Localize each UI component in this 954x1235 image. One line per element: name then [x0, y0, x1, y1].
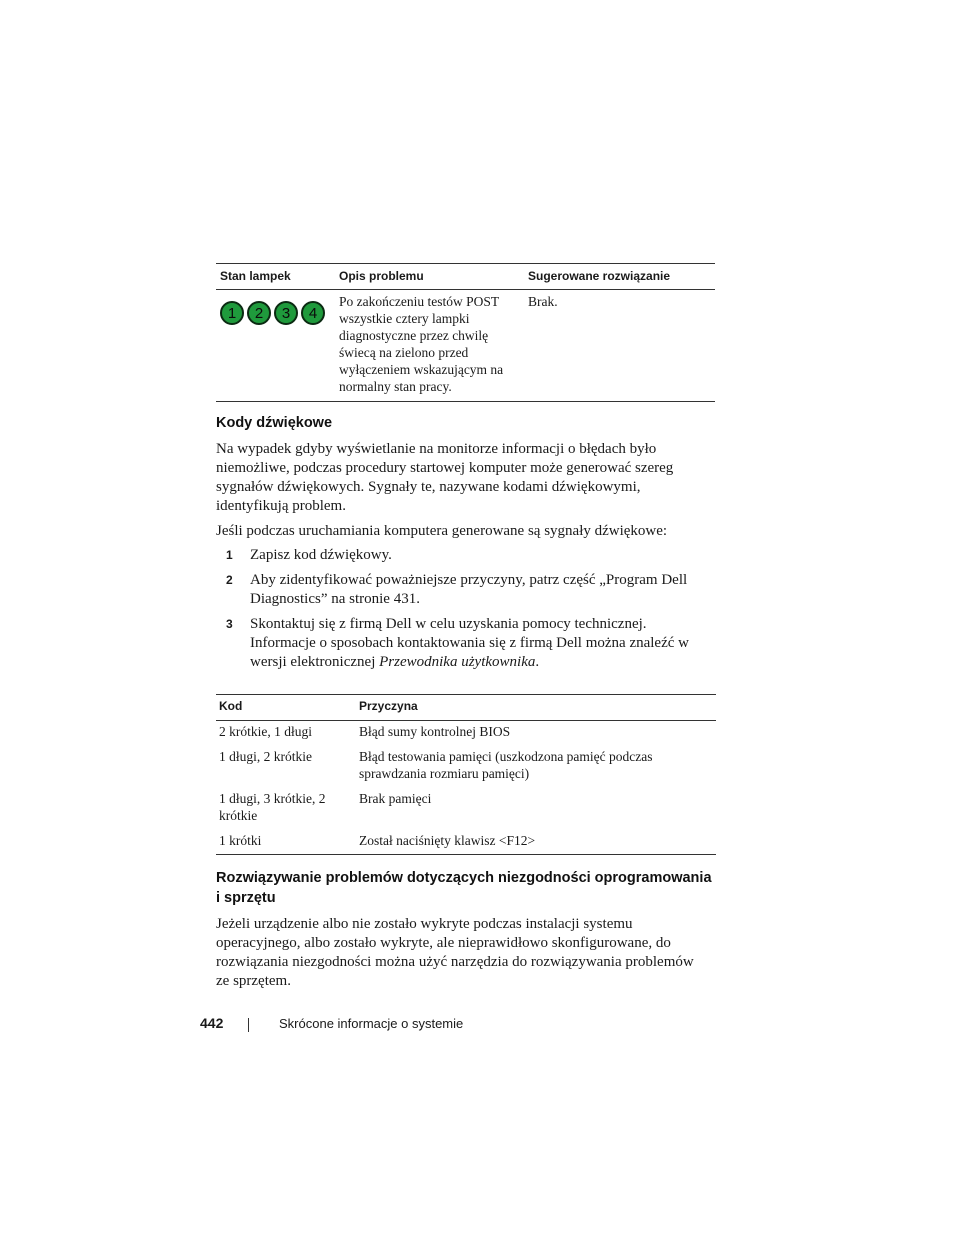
cause-cell: Brak pamięci [359, 791, 432, 806]
table-row [216, 830, 716, 855]
user-guide-title: Przewodnika użytkownika [379, 654, 536, 670]
table-row [216, 788, 716, 830]
table-row [216, 721, 716, 747]
diagnostic-light-2-icon: 2 [247, 301, 271, 325]
step-text-main: Skontaktuj się z firmą Dell w celu uzyskania pomocy technicznej. Informacje o sposobach kontaktowania się z firmą Dell można znaleźć w wersji elektronicznej [250, 616, 689, 670]
table-header-row [216, 264, 715, 290]
step-text: Aby zidentyfikować poważniejsze przyczyny, patrz część „Program Dell Diagnostics” na stronie 431. [250, 572, 688, 607]
diagnostic-lights [220, 293, 331, 325]
cause-cell: Błąd testowania pamięci (uszkodzona pamięć podczas sprawdzania rozmiaru pamięci) [359, 749, 653, 781]
beep-codes-intro: Na wypadek gdyby wyświetlanie na monitorze informacji o błędach było niemożliwe, podczas procedury startowej komputer może generować szereg sygnałów dźwiękowych. Sygnały te, nazywane kodami dźwiękowymi, identyfikują problem. [216, 441, 674, 514]
step-item-2 [216, 571, 696, 609]
step-number: 2 [226, 573, 233, 587]
column-header-light-state: Stan lampek [216, 264, 335, 290]
suggested-solution-cell: Brak. [524, 290, 715, 402]
compatibility-body: Jeżeli urządzenie albo nie zostało wykryte podczas instalacji systemu operacyjnego, albo zostało wykryte, ale nieprawidłowo skonfigurowane, do rozwiązania niezgodności można użyć narzędzia do rozwiązywania problemów ze sprzętem. [216, 916, 694, 989]
code-cell: 1 długi, 3 krótkie, 2 krótkie [219, 791, 326, 823]
section-heading-compatibility: Rozwiązywanie problemów dotyczących niezgodności oprogramowania i sprzętu [216, 870, 712, 906]
step-item-3 [216, 615, 696, 672]
diagnostic-light-1-icon: 1 [220, 301, 244, 325]
diagnostic-light-4-icon: 4 [301, 301, 325, 325]
step-number: 1 [226, 548, 233, 562]
column-header-suggested-solution: Sugerowane rozwiązanie [524, 264, 715, 290]
section-heading-beep-codes: Kody dźwiękowe [216, 415, 333, 431]
step-item-1 [216, 546, 696, 565]
page-number: 442 [200, 1015, 224, 1031]
table-header-row [216, 695, 716, 721]
step-text: Zapisz kod dźwiękowy. [250, 547, 392, 563]
footer-chapter-title: Skrócone informacje o systemie [279, 1016, 464, 1031]
table-row [216, 290, 715, 402]
diagnostic-light-3-icon: 3 [274, 301, 298, 325]
cause-cell: Błąd sumy kontrolnej BIOS [359, 724, 511, 739]
code-cell: 1 długi, 2 krótkie [219, 749, 312, 764]
code-cell: 2 krótkie, 1 długi [219, 724, 312, 739]
beep-codes-lead: Jeśli podczas uruchamiania komputera generowane są sygnały dźwiękowe: [216, 523, 668, 539]
column-header-code: Kod [216, 695, 356, 721]
step-text [250, 615, 696, 672]
cause-cell: Został naciśnięty klawisz <F12> [356, 830, 716, 855]
problem-description-cell: Po zakończeniu testów POST wszystkie cztery lampki diagnostyczne przez chwilę świecą na zielono przed wyłączeniem wskazującym na normalny stan pracy. [335, 290, 524, 402]
code-cell: 1 krótki [216, 830, 356, 855]
column-header-cause: Przyczyna [356, 695, 716, 721]
footer-divider [248, 1018, 249, 1032]
beep-codes-table [216, 694, 716, 855]
column-header-problem-description: Opis problemu [335, 264, 524, 290]
diagnostic-lights-table [216, 263, 715, 402]
step-text-end: . [535, 654, 540, 670]
light-state-cell [216, 290, 335, 402]
step-number: 3 [226, 617, 233, 631]
table-row [216, 746, 716, 788]
